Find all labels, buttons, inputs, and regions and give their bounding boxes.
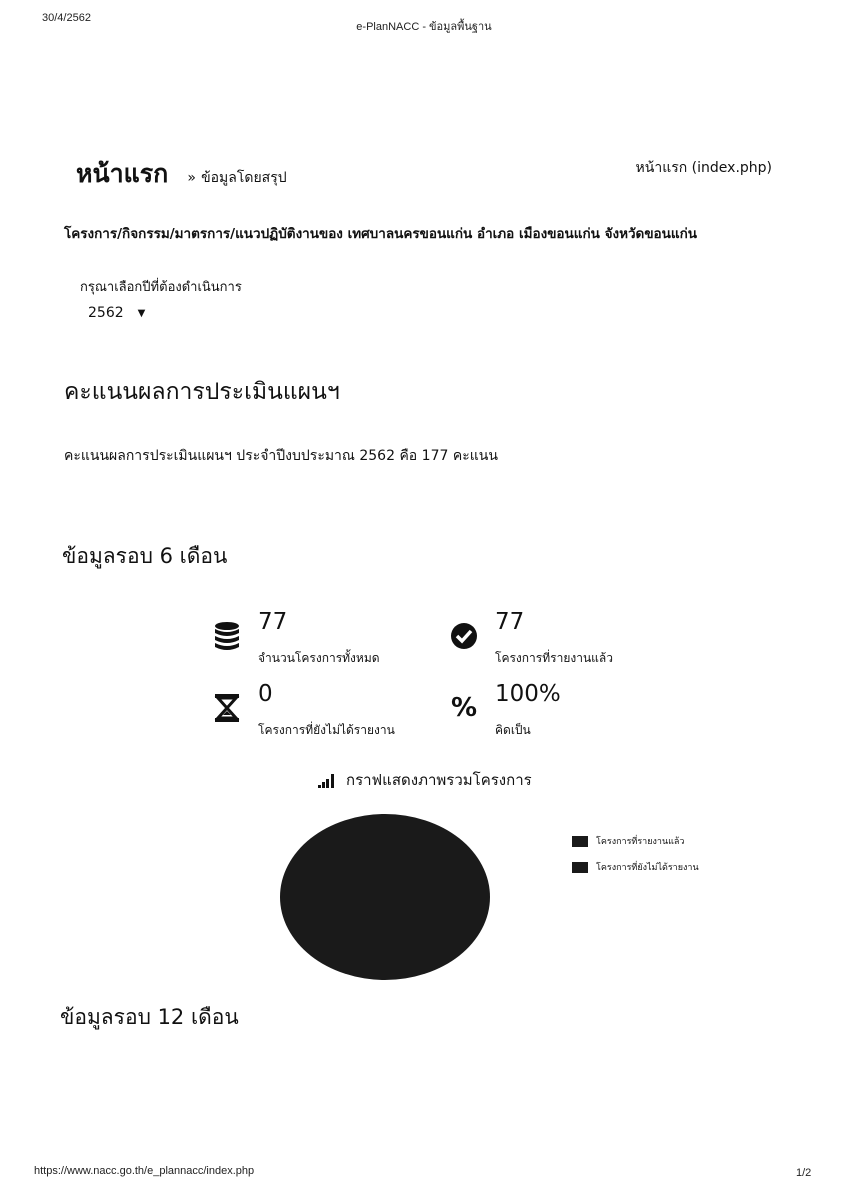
score-heading: คะแนนผลการประเมินแผนฯ bbox=[64, 379, 340, 405]
legend-item bbox=[572, 860, 699, 874]
round12-heading: ข้อมูลรอบ 12 เดือน bbox=[60, 1005, 239, 1029]
print-date: 30/4/2562 bbox=[42, 12, 91, 24]
print-page-number: 1/2 bbox=[796, 1167, 812, 1179]
percent-icon: % bbox=[450, 693, 478, 723]
round6-heading: ข้อมูลรอบ 6 เดือน bbox=[62, 544, 228, 568]
stat-total-projects bbox=[210, 609, 430, 675]
legend-swatch bbox=[572, 836, 588, 847]
stat-value: 77 bbox=[495, 609, 525, 635]
print-url: https://www.nacc.go.th/e_plannacc/index.php bbox=[34, 1165, 255, 1177]
project-title: โครงการ/กิจกรรม/มาตรการ/แนวปฏิบัติงานของ เทศบาลนครขอนแก่น อำเภอ เมืองขอนแก่น จังหวัดขอนแก่น bbox=[64, 226, 697, 242]
legend-item bbox=[572, 834, 699, 848]
chart-legend bbox=[572, 834, 699, 886]
chart-title-text: กราฟแสดงภาพรวมโครงการ bbox=[346, 771, 532, 789]
caret-down-icon: ▼ bbox=[137, 307, 146, 319]
breadcrumb bbox=[76, 154, 287, 194]
score-text: คะแนนผลการประเมินแผนฯ ประจำปีงบประมาณ 2562 คือ 177 คะแนน bbox=[64, 448, 498, 464]
breadcrumb-home-link[interactable]: หน้าแรก bbox=[76, 159, 169, 188]
stat-reported-projects bbox=[447, 609, 667, 675]
pie-slice bbox=[280, 814, 490, 980]
stat-value: 77 bbox=[258, 609, 288, 635]
stat-value: 100% bbox=[495, 681, 561, 707]
breadcrumb-path-link[interactable]: หน้าแรก (index.php) bbox=[635, 160, 772, 176]
stat-label: จำนวนโครงการทั้งหมด bbox=[258, 651, 380, 665]
bar-chart-icon bbox=[318, 774, 336, 792]
hourglass-icon bbox=[210, 691, 244, 725]
breadcrumb-separator: » bbox=[187, 170, 196, 186]
stat-percent-reported bbox=[447, 681, 667, 747]
year-label: กรุณาเลือกปีที่ต้องดำเนินการ bbox=[80, 280, 242, 295]
legend-label: โครงการที่ยังไม่ได้รายงาน bbox=[596, 863, 699, 873]
year-select-value: 2562 bbox=[88, 305, 124, 321]
pie-chart bbox=[278, 812, 492, 982]
chart-title bbox=[318, 768, 532, 792]
stat-label: คิดเป็น bbox=[495, 723, 531, 737]
check-circle-icon bbox=[447, 619, 481, 653]
stat-label: โครงการที่ยังไม่ได้รายงาน bbox=[258, 723, 395, 737]
legend-label: โครงการที่รายงานแล้ว bbox=[596, 837, 685, 847]
print-page-title: e-PlanNACC - ข้อมูลพื้นฐาน bbox=[356, 21, 492, 33]
year-select[interactable] bbox=[88, 305, 145, 321]
stat-pending-projects bbox=[210, 681, 430, 747]
breadcrumb-current: ข้อมูลโดยสรุป bbox=[201, 170, 287, 186]
stat-value: 0 bbox=[258, 681, 273, 707]
legend-swatch bbox=[572, 862, 588, 873]
stat-label: โครงการที่รายงานแล้ว bbox=[495, 651, 613, 665]
database-icon bbox=[210, 619, 244, 653]
